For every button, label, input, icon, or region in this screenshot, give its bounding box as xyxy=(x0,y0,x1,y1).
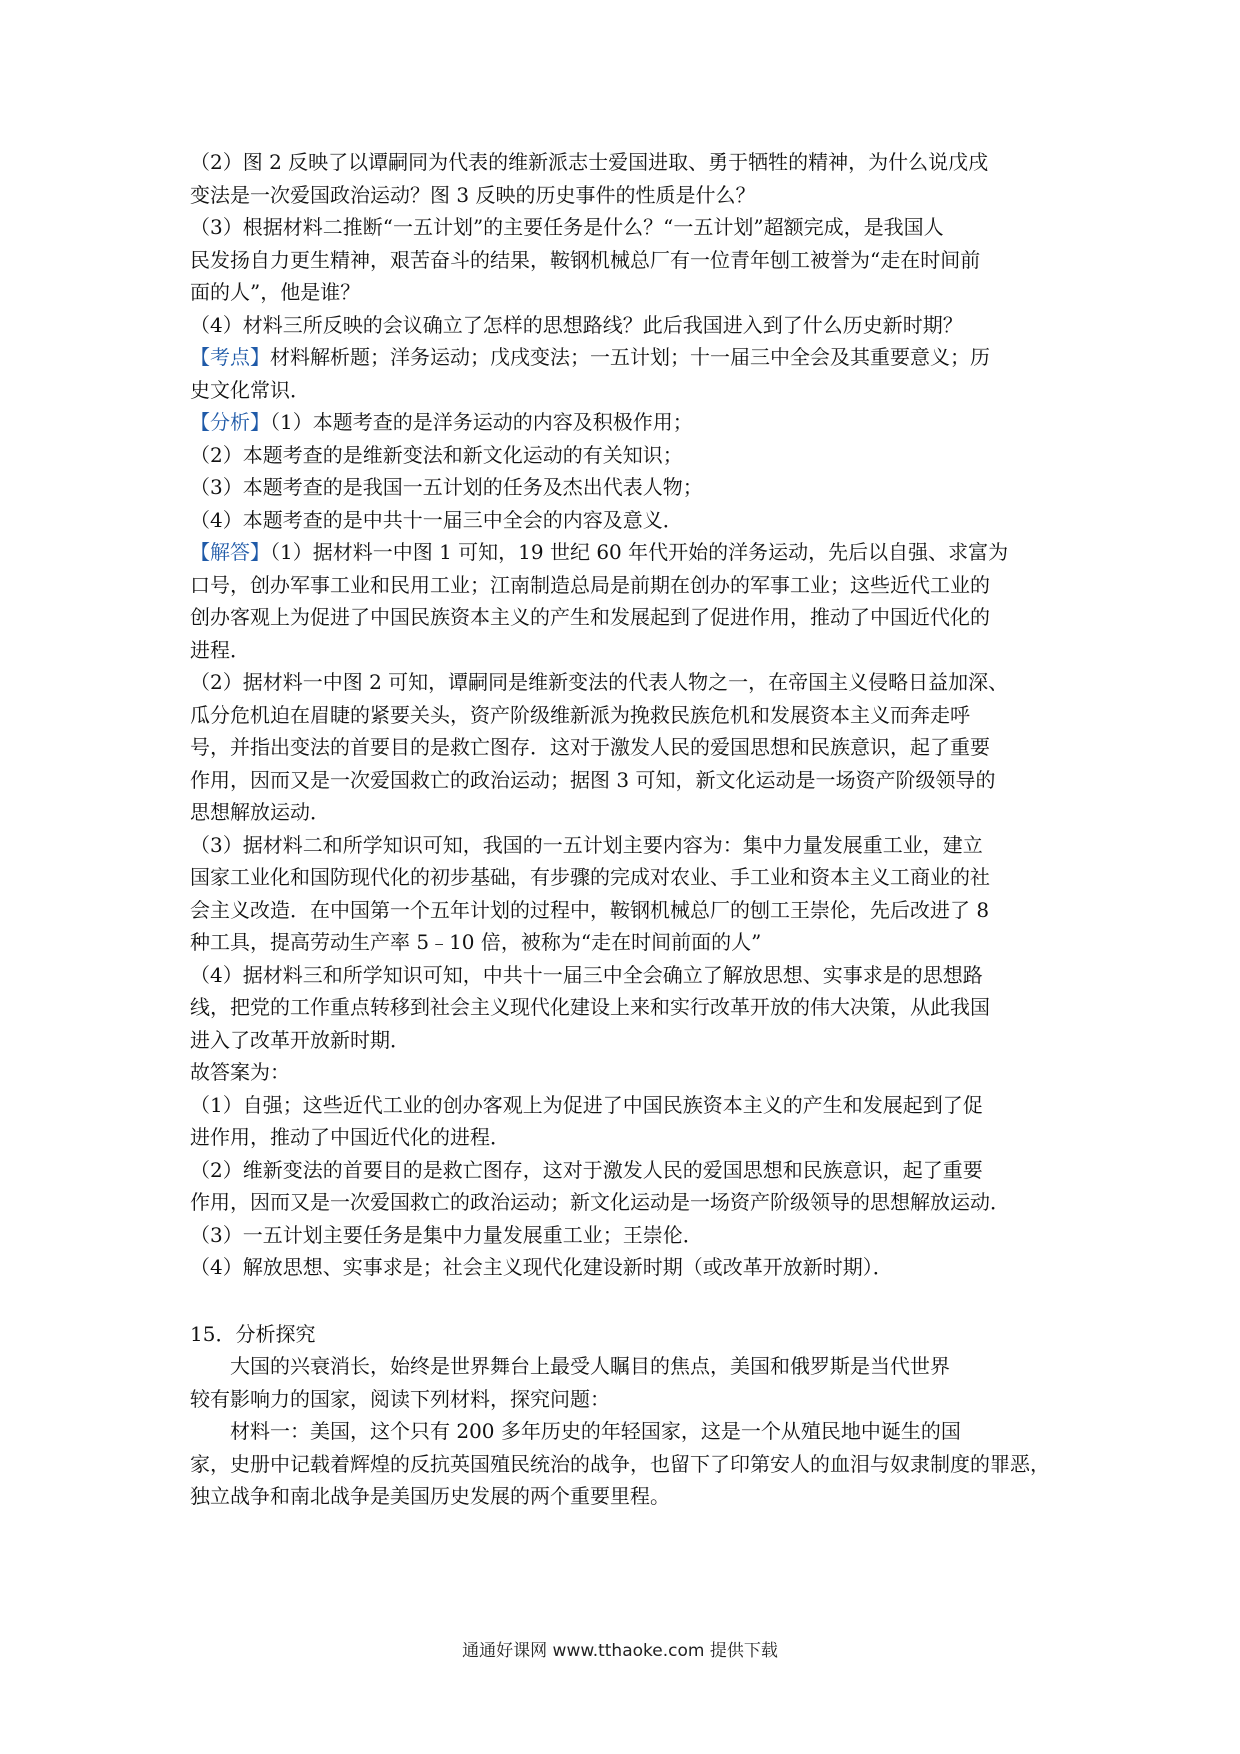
jieda-line: 进入了改革开放新时期． xyxy=(190,1027,410,1052)
q15-material-line: 家，史册中记载着辉煌的反抗英国殖民统治的战争，也留下了印第安人的血泪与奴隶制度的罪恶， xyxy=(190,1451,1050,1476)
jieda-tag: 【解答】 xyxy=(190,540,270,564)
answer-line: （3）一五计划主要任务是集中力量发展重工业；王崇伦． xyxy=(190,1222,703,1247)
fenxi-line: （4）本题考查的是中共十一届三中全会的内容及意义． xyxy=(190,507,683,532)
page-body xyxy=(190,146,1060,1513)
jieda-line: 作用，因而又是一次爱国救亡的政治运动；据图 3 可知，新文化运动是一场资产阶级领导的 xyxy=(190,767,996,792)
fenxi-tag: 【分析】 xyxy=(190,410,270,434)
fenxi-text: （1）本题考查的是洋务运动的内容及积极作用； xyxy=(270,410,693,434)
answer-line: 作用，因而又是一次爱国救亡的政治运动；新文化运动是一场资产阶级领导的思想解放运动． xyxy=(190,1190,1010,1214)
kaodian-tag: 【考点】 xyxy=(190,345,270,369)
fenxi-line: （2）本题考查的是维新变法和新文化运动的有关知识； xyxy=(190,442,683,467)
question-line: （3）根据材料二推断“一五计划”的主要任务是什么？“一五计划”超额完成，是我国人 xyxy=(190,215,944,239)
jieda-line: （3）据材料二和所学知识可知，我国的一五计划主要内容为：集中力量发展重工业，建立 xyxy=(190,832,983,857)
jieda-line: 进程． xyxy=(190,637,250,662)
question-line: （4）材料三所反映的会议确立了怎样的思想路线？此后我国进入到了什么历史新时期？ xyxy=(190,312,963,337)
question-line: 变法是一次爱国政治运动？图 3 反映的历史事件的性质是什么？ xyxy=(190,182,756,207)
question-line: （2）图 2 反映了以谭嗣同为代表的维新派志士爱国进取、勇于牺牲的精神，为什么说戊戌 xyxy=(190,150,989,174)
jieda-line: 思想解放运动． xyxy=(190,800,330,824)
fenxi-line: （3）本题考查的是我国一五计划的任务及杰出代表人物； xyxy=(190,475,703,499)
answer-line: （2）维新变法的首要目的是救亡图存，这对于激发人民的爱国思想和民族意识，起了重要 xyxy=(190,1157,983,1182)
q15-material-line: 独立战争和南北战争是美国历史发展的两个重要里程。 xyxy=(190,1484,670,1508)
jieda-line: 国家工业化和国防现代化的初步基础，有步骤的完成对农业、手工业和资本主义工商业的社 xyxy=(190,865,990,889)
page-footer: 通通好课网 www.tthaoke.com 提供下载 xyxy=(462,1641,778,1661)
jieda-line xyxy=(190,536,1060,569)
jieda-line: 创办客观上为促进了中国民族资本主义的产生和发展起到了促进作用，推动了中国近代化的 xyxy=(190,605,990,629)
q15-intro-line: 较有影响力的国家，阅读下列材料，探究问题： xyxy=(190,1386,610,1411)
kaodian-line: 史文化常识． xyxy=(190,377,310,402)
jieda-line: 口号，创办军事工业和民用工业；江南制造总局是前期在创办的军事工业；这些近代工业的 xyxy=(190,572,990,597)
answer-line: 进作用，推动了中国近代化的进程． xyxy=(190,1125,510,1149)
jieda-line: 种工具，提高劳动生产率 5﹣10 倍，被称为“走在时间前面的人” xyxy=(190,930,762,954)
section-gap xyxy=(190,1284,1060,1318)
jieda-line: 线，把党的工作重点转移到社会主义现代化建设上来和实行改革开放的伟大决策，从此我国 xyxy=(190,995,990,1019)
jieda-text: （1）据材料一中图 1 可知，19 世纪 60 年代开始的洋务运动，先后以自强、求富为 xyxy=(270,540,1009,564)
q15-material-line: 材料一：美国，这个只有 200 多年历史的年轻国家，这是一个从殖民地中诞生的国 xyxy=(230,1419,961,1443)
jieda-line: 瓜分危机迫在眉睫的紧要关头，资产阶级维新派为挽救民族危机和发展资本主义而奔走呼 xyxy=(190,702,970,727)
question-line: 面的人”，他是谁？ xyxy=(190,280,361,304)
fenxi-line xyxy=(190,406,1060,439)
question-line: 民发扬自力更生精神，艰苦奋斗的结果，鞍钢机械总厂有一位青年刨工被誉为“走在时间前 xyxy=(190,247,981,272)
question-15-title: 15．分析探究 xyxy=(190,1321,316,1346)
jieda-line: 号，并指出变法的首要目的是救亡图存．这对于激发人民的爱国思想和民族意识，起了重要 xyxy=(190,735,990,759)
kaodian-line xyxy=(190,341,1060,374)
kaodian-text: 材料解析题；洋务运动；戊戌变法；一五计划；十一届三中全会及其重要意义；历 xyxy=(270,345,990,369)
jieda-line: （4）据材料三和所学知识可知，中共十一届三中全会确立了解放思想、实事求是的思想路 xyxy=(190,962,983,987)
jieda-line: （2）据材料一中图 2 可知，谭嗣同是维新变法的代表人物之一，在帝国主义侵略日益加深、 xyxy=(190,670,1009,694)
jieda-line: 会主义改造．在中国第一个五年计划的过程中，鞍钢机械总厂的刨工王崇伦，先后改进了 8 xyxy=(190,897,990,922)
q15-intro-line: 大国的兴衰消长，始终是世界舞台上最受人瞩目的焦点，美国和俄罗斯是当代世界 xyxy=(230,1354,950,1378)
answer-intro: 故答案为： xyxy=(190,1060,290,1084)
answer-line: （1）自强；这些近代工业的创办客观上为促进了中国民族资本主义的产生和发展起到了促 xyxy=(190,1092,983,1117)
answer-line: （4）解放思想、实事求是；社会主义现代化建设新时期（或改革开放新时期）． xyxy=(190,1255,893,1279)
